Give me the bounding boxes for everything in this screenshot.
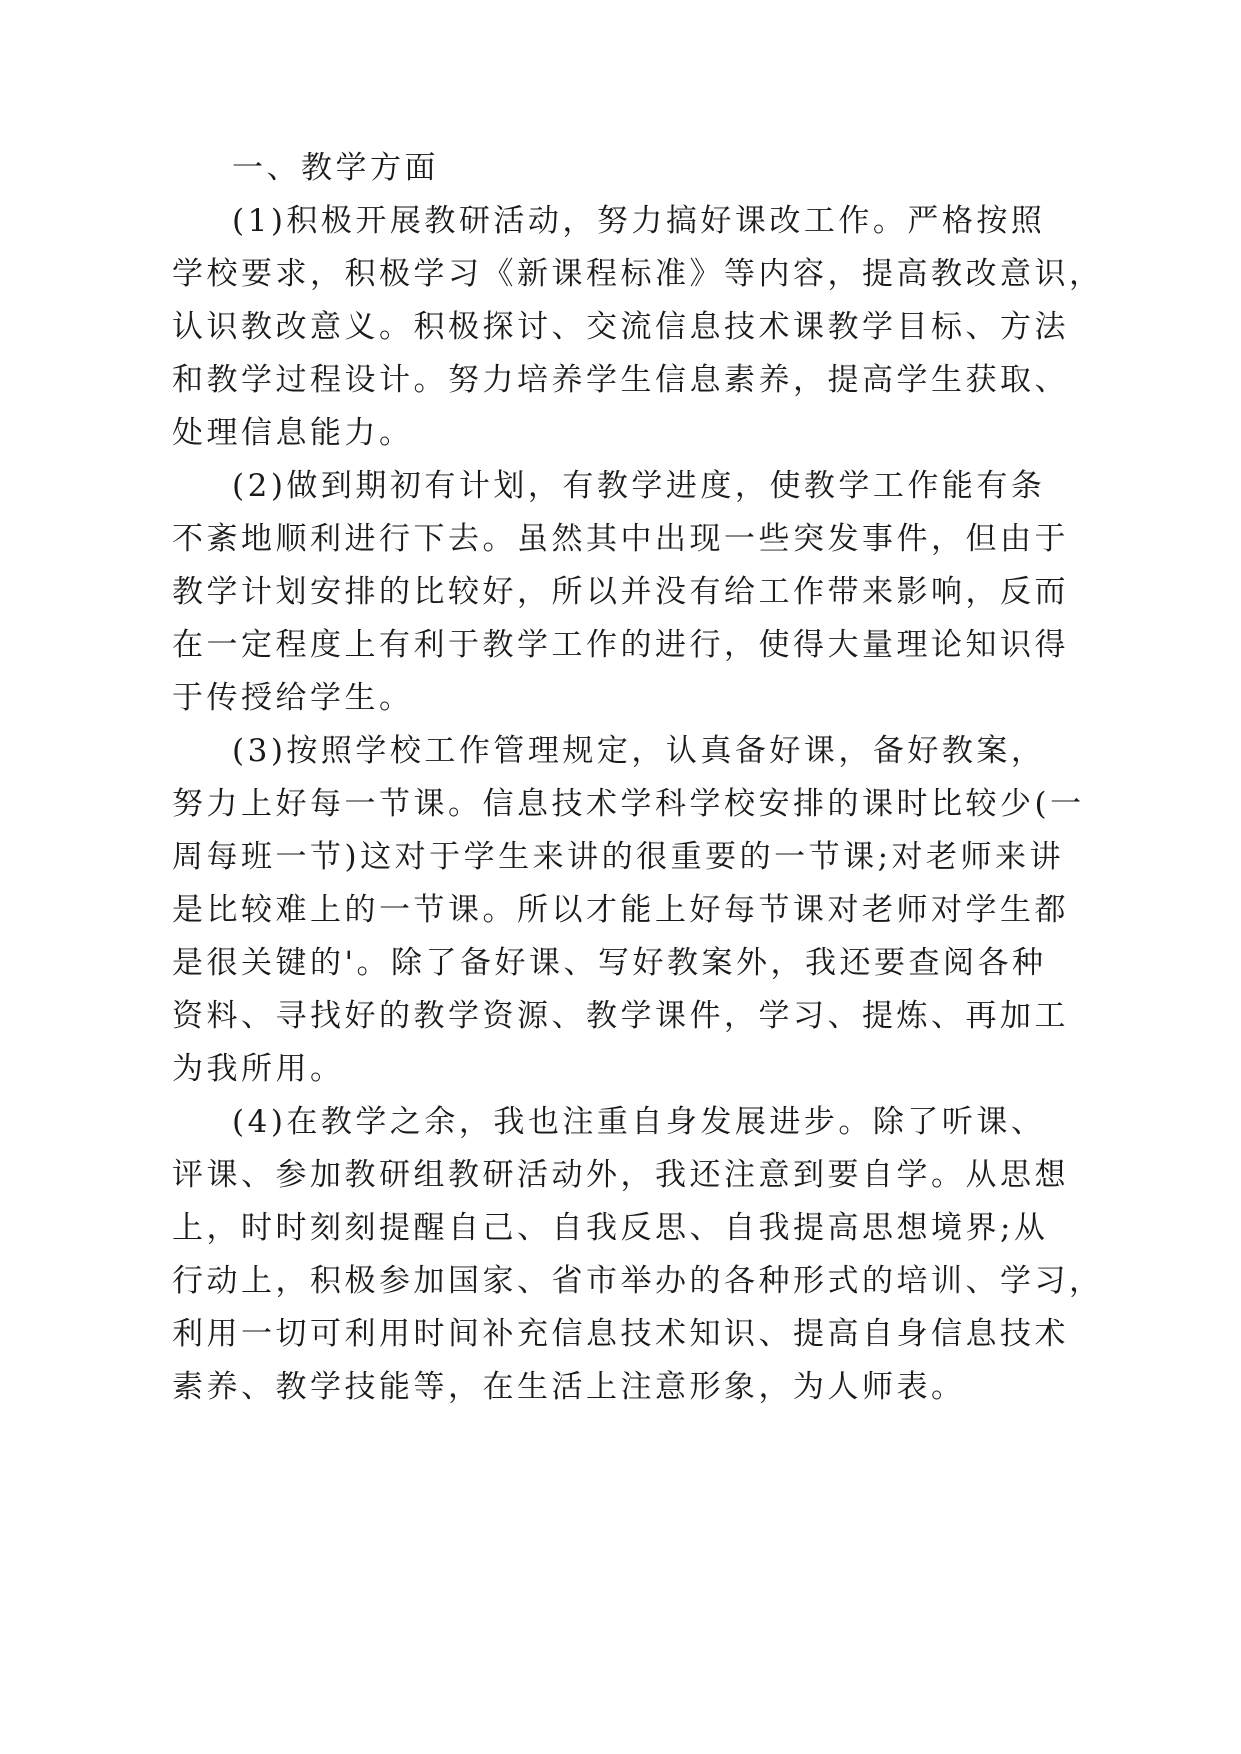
paragraph-3-line-7: 为我所用。 (172, 1051, 345, 1087)
paragraph-4-line-6: 素养、教学技能等，在生活上注意形象，为人师表。 (172, 1369, 966, 1405)
paragraph-4-line-1: (4)在教学之余，我也注重自身发展进步。除了听课、 (232, 1104, 1046, 1140)
paragraph-3-line-5: 是很关键的'。除了备好课、写好教案外，我还要查阅各种 (172, 945, 1047, 981)
section-heading: 一、教学方面 (232, 150, 439, 186)
paragraph-1-line-1: (1)积极开展教研活动，努力搞好课改工作。严格按照 (232, 203, 1046, 239)
paragraph-3-line-1: (3)按照学校工作管理规定，认真备好课，备好教案， (232, 733, 1046, 769)
paragraph-4-line-3: 上，时时刻刻提醒自己、自我反思、自我提高思想境界;从 (172, 1210, 1049, 1246)
paragraph-3-line-2: 努力上好每一节课。信息技术学科学校安排的课时比较少(一 (172, 786, 1085, 822)
paragraph-2-line-4: 在一定程度上有利于教学工作的进行，使得大量理论知识得 (172, 627, 1069, 663)
paragraph-4-line-2: 评课、参加教研组教研活动外，我还注意到要自学。从思想 (172, 1157, 1069, 1193)
paragraph-2-line-3: 教学计划安排的比较好，所以并没有给工作带来影响，反而 (172, 574, 1069, 610)
paragraph-1-line-2: 学校要求，积极学习《新课程标准》等内容，提高教改意识， (172, 256, 1104, 292)
paragraph-1-line-5: 处理信息能力。 (172, 415, 414, 451)
paragraph-2-line-5: 于传授给学生。 (172, 680, 414, 716)
paragraph-1-line-4: 和教学过程设计。努力培养学生信息素养，提高学生获取、 (172, 362, 1069, 398)
paragraph-2-line-1: (2)做到期初有计划，有教学进度，使教学工作能有条 (232, 468, 1046, 504)
paragraph-4-line-5: 利用一切可利用时间补充信息技术知识、提高自身信息技术 (172, 1316, 1069, 1352)
paragraph-2-line-2: 不紊地顺利进行下去。虽然其中出现一些突发事件，但由于 (172, 521, 1069, 557)
paragraph-3-line-4: 是比较难上的一节课。所以才能上好每节课对老师对学生都 (172, 892, 1069, 928)
paragraph-3-line-3: 周每班一节)这对于学生来讲的很重要的一节课;对老师来讲 (172, 839, 1065, 875)
paragraph-1-line-3: 认识教改意义。积极探讨、交流信息技术课教学目标、方法 (172, 309, 1069, 345)
paragraph-3-line-6: 资料、寻找好的教学资源、教学课件，学习、提炼、再加工 (172, 998, 1069, 1034)
paragraph-4-line-4: 行动上，积极参加国家、省市举办的各种形式的培训、学习， (172, 1263, 1104, 1299)
